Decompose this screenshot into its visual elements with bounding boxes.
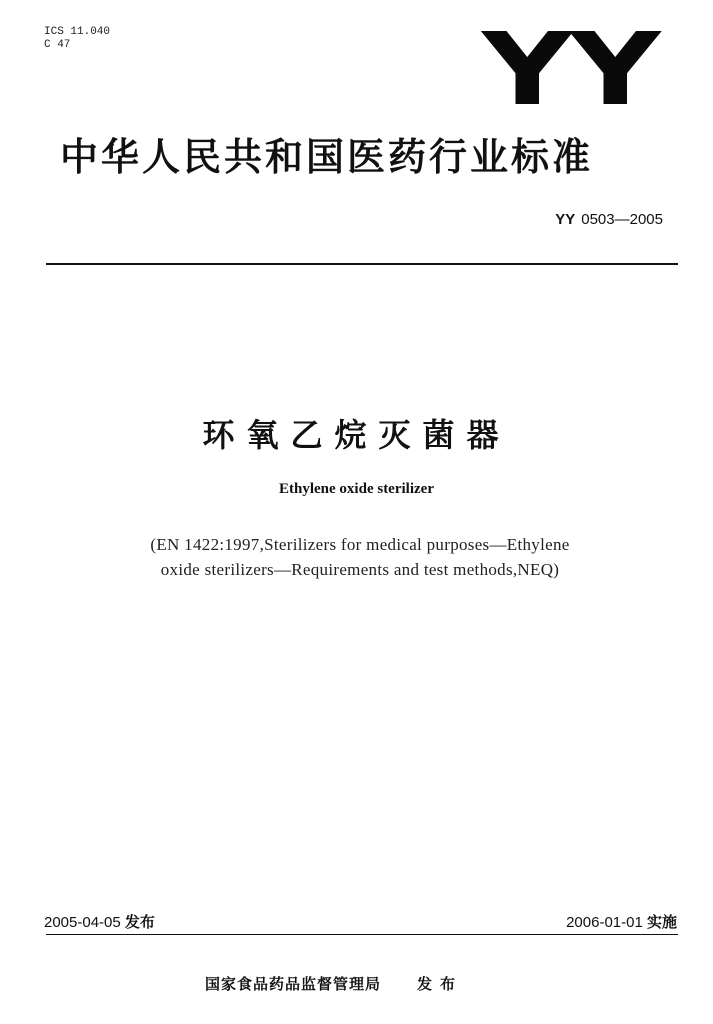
publisher [205, 973, 463, 994]
implementation-label: 实施 [646, 913, 677, 931]
standard-title: 中华人民共和国医药行业标准 [60, 135, 594, 179]
publisher-name: 国家食品药品监督管理局 [205, 975, 382, 993]
reference-line-2: oxide sterilizers—Requirements and test methods,NEQ) [160, 560, 560, 579]
reference-standard [60, 532, 660, 582]
document-title: 环氧乙烷灭菌器 [202, 416, 511, 454]
standard-number [555, 211, 663, 228]
issue-label: 发布 [124, 913, 155, 931]
publisher-action: 发布 [417, 975, 464, 993]
yy-logo: YY [482, 11, 659, 128]
english-title: Ethylene oxide sterilizer [279, 481, 434, 497]
implementation-date [566, 911, 677, 932]
classification-codes [44, 26, 110, 52]
issue-date [44, 911, 155, 932]
ccs-code: C 47 [44, 39, 71, 51]
implementation-date-value: 2006-01-01 [566, 914, 643, 931]
standard-number-prefix: YY [555, 211, 576, 228]
ics-code: ICS 11.040 [44, 26, 111, 38]
top-divider [46, 263, 678, 265]
bottom-divider [46, 934, 678, 935]
issue-date-value: 2005-04-05 [44, 914, 121, 931]
standard-number-value: 0503—2005 [581, 211, 663, 228]
reference-line-1: (EN 1422:1997,Sterilizers for medical purposes—Ethylene [150, 535, 570, 554]
